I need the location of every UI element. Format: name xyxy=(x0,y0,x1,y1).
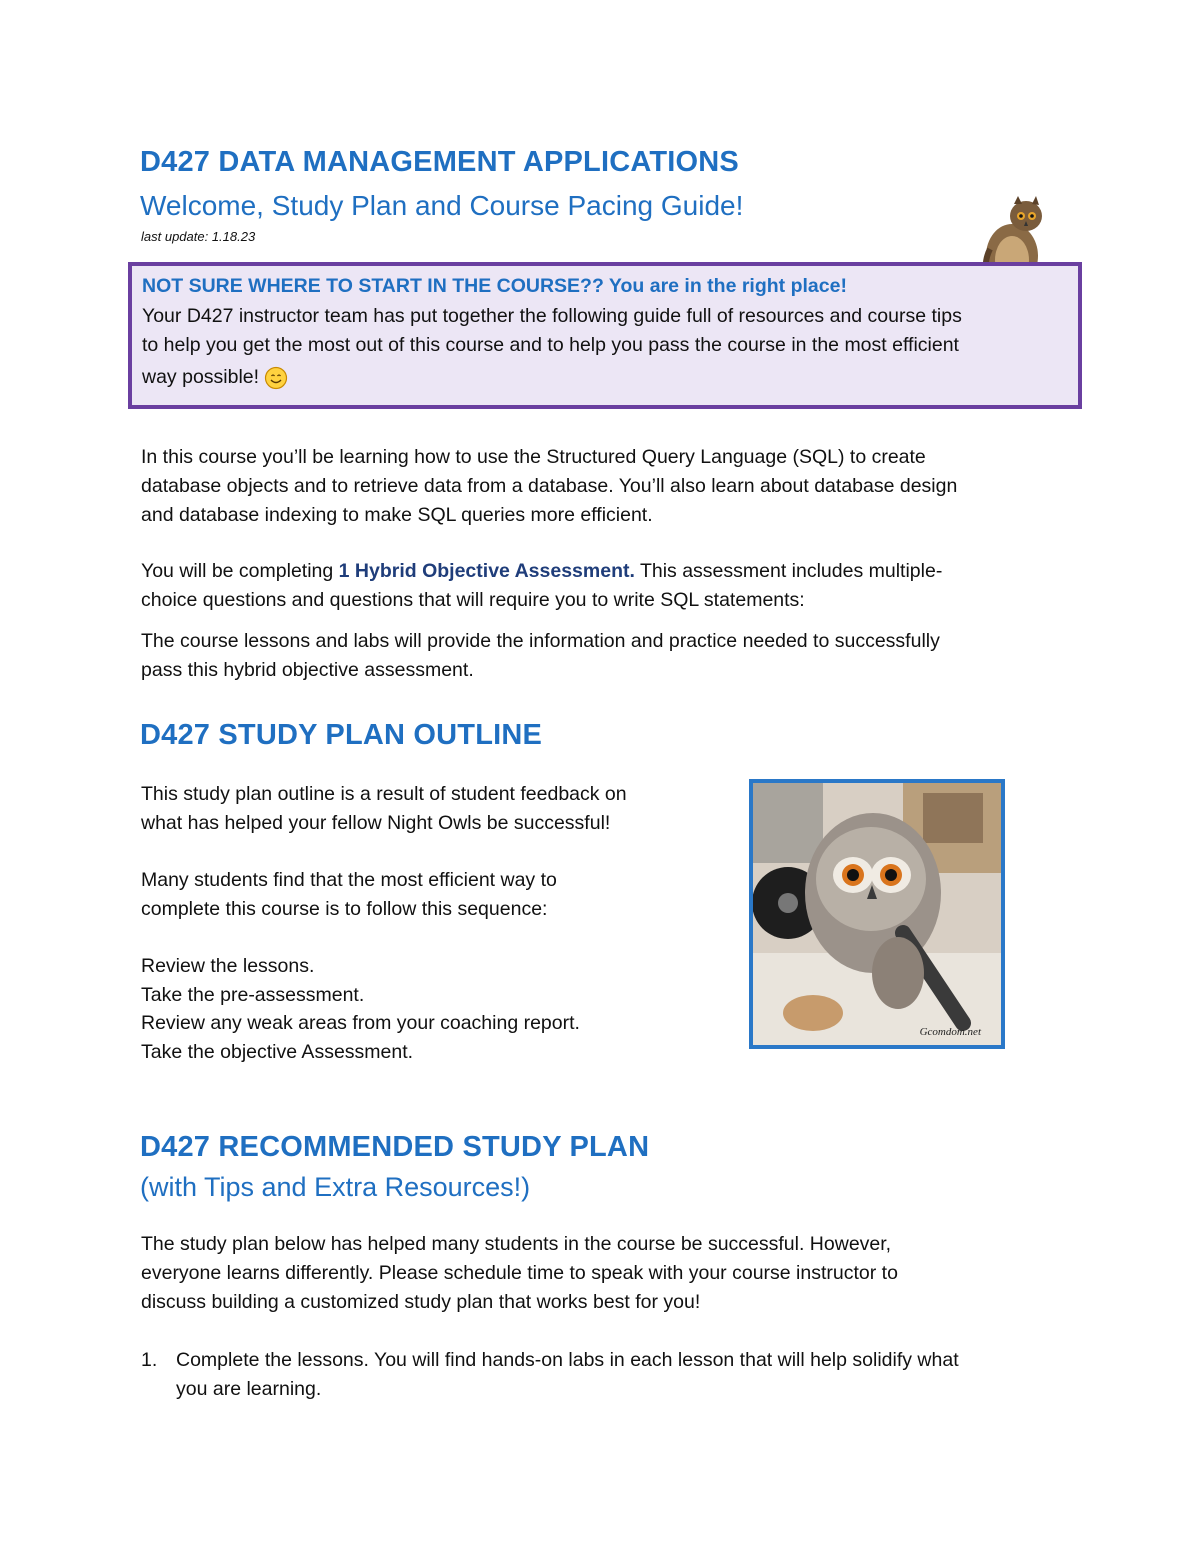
intro-p1-line-2: database objects and to retrieve data from a database. You’ll also learn about database design xyxy=(141,475,958,497)
owl-photo-image xyxy=(753,783,1001,1045)
assessment-highlight: 1 Hybrid Objective Assessment. xyxy=(338,560,635,582)
callout-line-1: Your D427 instructor team has put together the following guide full of resources and course tips xyxy=(142,305,962,327)
outline-step: Take the pre-assessment. xyxy=(141,984,365,1006)
intro-p2-line-1 xyxy=(141,557,942,586)
intro-callout-box xyxy=(128,262,1082,409)
intro-p2-line-2: choice questions and questions that will require you to write SQL statements: xyxy=(141,589,805,611)
smiley-icon xyxy=(264,366,288,390)
intro-p3-line-1: The course lessons and labs will provide the information and practice needed to successfully xyxy=(141,630,940,652)
intro-p2-pre: You will be completing xyxy=(141,560,339,582)
outline-step: Review any weak areas from your coaching report. xyxy=(141,1012,580,1034)
outline-line-2: what has helped your fellow Night Owls be successful! xyxy=(141,812,611,834)
callout-line-3: way possible! xyxy=(142,366,260,388)
list-item-line-2: you are learning. xyxy=(176,1378,322,1400)
outline-line-4: complete this course is to follow this sequence: xyxy=(141,898,548,920)
intro-p1-line-1: In this course you’ll be learning how to use the Structured Query Language (SQL) to create xyxy=(141,446,926,468)
callout-line-2: to help you get the most out of this course and to help you pass the course in the most efficient xyxy=(142,334,959,356)
page-subtitle: Welcome, Study Plan and Course Pacing Guide! xyxy=(140,190,744,221)
recommended-line-3: discuss building a customized study plan that works best for you! xyxy=(141,1291,701,1313)
page-title: D427 DATA MANAGEMENT APPLICATIONS xyxy=(140,146,739,178)
recommended-heading: D427 RECOMMENDED STUDY PLAN xyxy=(140,1131,650,1163)
callout-heading: NOT SURE WHERE TO START IN THE COURSE?? You are in the right place! xyxy=(142,275,847,297)
last-update: last update: 1.18.23 xyxy=(141,229,256,244)
outline-heading: D427 STUDY PLAN OUTLINE xyxy=(140,719,543,751)
intro-p1-line-3: and database indexing to make SQL queries more efficient. xyxy=(141,504,653,526)
intro-p2-post: This assessment includes multiple- xyxy=(634,560,943,582)
outline-step: Take the objective Assessment. xyxy=(141,1041,414,1063)
outline-line-1: This study plan outline is a result of student feedback on xyxy=(141,783,627,805)
intro-p3-line-2: pass this hybrid objective assessment. xyxy=(141,659,474,681)
owl-photo xyxy=(749,779,1005,1049)
outline-step: Review the lessons. xyxy=(141,955,315,977)
callout-line-3-wrap xyxy=(142,363,288,392)
outline-line-3: Many students find that the most efficient way to xyxy=(141,869,557,891)
list-item-line-1: Complete the lessons. You will find hands-on labs in each lesson that will help solidify what xyxy=(176,1349,959,1371)
photo-watermark: Gcomdom.net xyxy=(919,1026,981,1038)
recommended-line-1: The study plan below has helped many students in the course be successful. However, xyxy=(141,1233,892,1255)
recommended-subheading: (with Tips and Extra Resources!) xyxy=(140,1172,531,1202)
list-item-number: 1. xyxy=(141,1349,158,1371)
recommended-line-2: everyone learns differently. Please schedule time to speak with your course instructor to xyxy=(141,1262,898,1284)
